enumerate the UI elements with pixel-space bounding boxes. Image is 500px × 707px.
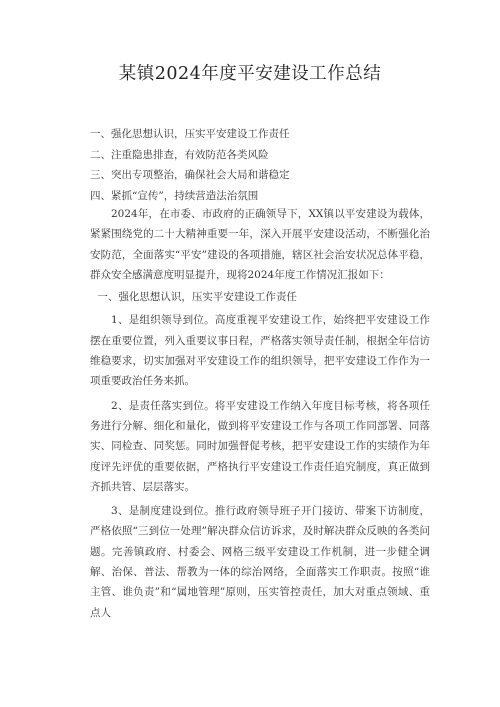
toc-item: 二、注重隐患排查，有效防范各类风险 xyxy=(90,148,269,161)
document-body xyxy=(90,204,430,623)
table-of-contents xyxy=(90,124,430,206)
toc-item: 一、强化思想认识，压实平安建设工作责任 xyxy=(90,128,290,140)
intro-paragraph: 2024年，在市委、市政府的正确领导下，XX镇以平安建设为载体，紧紧围绕党的二十大精神重要一年，深入开展平安建设活动，不断强化治安防范，全面落实“平安”建设的各项措施，辖区社会治安状况总体平稳，群众安全感满意度明显提升，现将2024年度工作情况汇报如下： xyxy=(90,208,430,281)
toc-item: 三、突出专项整治，确保社会大局和谐稳定 xyxy=(90,169,290,181)
document-title: 某镇2024年度平安建设工作总结 xyxy=(118,64,382,84)
body-paragraph: 2、是责任落实到位。将平安建设工作纳入年度目标考核，将各项任务进行分解、细化和量化，做到将平安建设工作与各项工作同部署、同落实、同检查、同奖惩。同时加强督促考核，把平安建设工作的实绩作为年度评先评优的重要依据，严格执行平安建设工作责任追究制度，真正做到齐抓共管、层层落实。 xyxy=(90,399,430,493)
body-paragraph: 1、是组织领导到位。高度重视平安建设工作，始终把平安建设工作摆在重要位置，列入重要议事日程，严格落实领导责任制，根据全年信访维稳要求，切实加强对平安建设工作的组织领导，把平安建设工作作为一项重要政治任务来抓。 xyxy=(90,314,430,388)
toc-item: 四、紧抓“宣传”，持续营造法治氛围 xyxy=(90,189,259,202)
body-paragraph: 3、是制度建设到位。推行政府领导班子开门接访、带案下访制度，严格依照“三到位一处理”解决群众信访诉求，及时解决群众反映的各类问题。完善镇政府、村委会、网格三级平安建设工作机制，进一步健全调解、治保、普法、帮教为一体的综治网络，全面落实工作职责。按照“谁主管、谁负责”和“属地管理”原则，压实管控责任，加大对重点领域、重点人 xyxy=(90,505,430,619)
section-heading: 一、强化思想认识，压实平安建设工作责任 xyxy=(97,291,297,304)
